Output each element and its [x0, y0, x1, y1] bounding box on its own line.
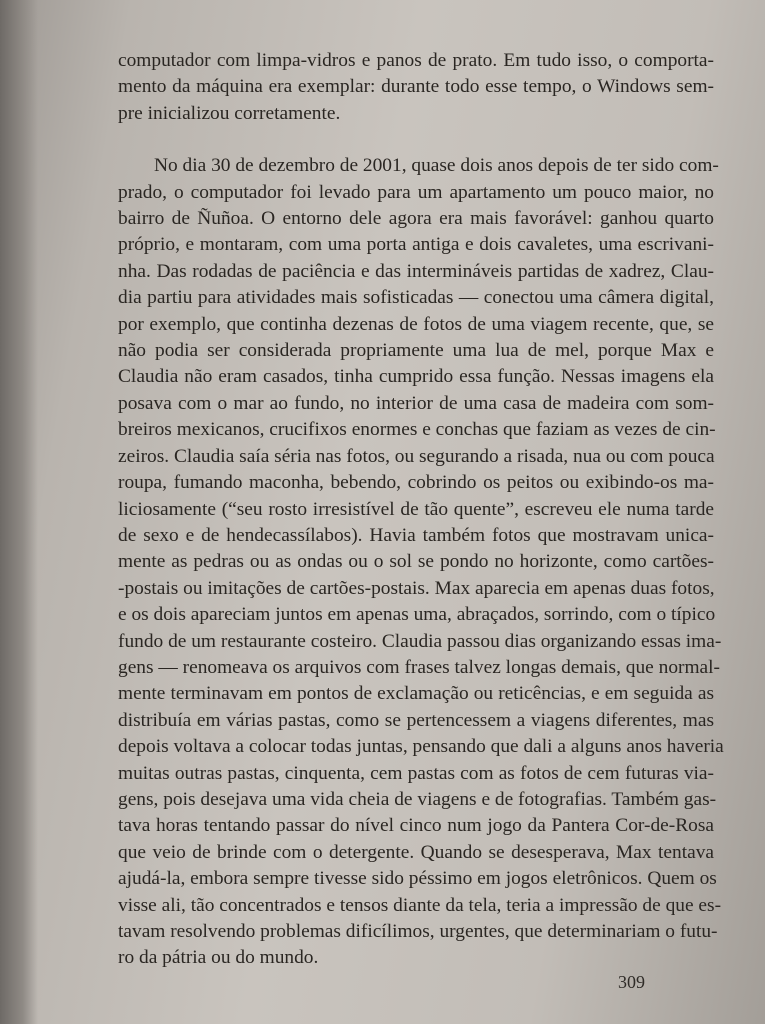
text-line: por exemplo, que continha dezenas de fotos de uma viagem recente, que, se: [118, 313, 714, 335]
text-line: fundo de um restaurante costeiro. Claudia passou dias organizando essas ima-: [118, 630, 722, 652]
text-line: pre inicializou corretamente.: [118, 102, 341, 124]
text-line: tava horas tentando passar do nível cinco num jogo da Pantera Cor-de-Rosa: [118, 815, 714, 837]
text-line-indented: No dia 30 de dezembro de 2001, quase dois anos depois de ter sido com-: [154, 155, 719, 177]
text-line: nha. Das rodadas de paciência e das intermináveis partidas de xadrez, Clau-: [118, 260, 714, 282]
text-line: visse ali, tão concentrados e tensos diante da tela, teria a impressão de que es-: [118, 894, 722, 916]
text-line: Claudia não eram casados, tinha cumprido essa função. Nessas imagens ela: [118, 366, 714, 388]
text-line: gens — renomeava os arquivos com frases talvez longas demais, que normal-: [118, 656, 720, 678]
text-line: bairro de Ñuñoa. O entorno dele agora era mais favorável: ganhou quarto: [118, 208, 714, 230]
page-gutter-shadow: [0, 0, 38, 1024]
text-line: -postais ou imitações de cartões-postais. Max aparecia em apenas duas fotos,: [118, 577, 715, 599]
paragraph-1: [118, 48, 714, 127]
text-line: dia partiu para atividades mais sofisticadas — conectou uma câmera digital,: [118, 287, 714, 309]
text-line: distribuía em várias pastas, como se pertencessem a viagens diferentes, mas: [118, 709, 714, 731]
text-line: prado, o computador foi levado para um apartamento um pouco maior, no: [118, 181, 714, 203]
text-line: mente terminavam em pontos de exclamação ou reticências, e em seguida as: [118, 683, 714, 705]
text-line: mento da máquina era exemplar: durante todo esse tempo, o Windows sem-: [118, 76, 714, 98]
text-line: de sexo e de hendecassílabos). Havia também fotos que mostravam unica-: [118, 524, 714, 546]
text-line: computador com limpa-vidros e panos de prato. Em tudo isso, o comporta-: [118, 50, 714, 71]
text-line: mente as pedras ou as ondas ou o sol se pondo no horizonte, como cartões-: [118, 551, 714, 573]
text-line: próprio, e montaram, com uma porta antiga e dois cavaletes, uma escrivani-: [118, 234, 714, 256]
page-number: 309: [618, 972, 645, 992]
text-line: liciosamente (“seu rosto irresistível de tão quente”, escreveu ele numa tarde: [118, 498, 714, 520]
text-line: e os dois apareciam juntos em apenas uma, abraçados, sorrindo, com o típico: [118, 604, 716, 626]
text-line: depois voltava a colocar todas juntas, pensando que dali a alguns anos haveria: [118, 736, 724, 758]
text-line: que veio de brinde com o detergente. Quando se desesperava, Max tentava: [118, 841, 714, 863]
text-line: zeiros. Claudia saía séria nas fotos, ou segurando a risada, nua ou com pouca: [118, 445, 715, 467]
text-line: não podia ser considerada propriamente uma lua de mel, porque Max e: [118, 340, 714, 362]
text-line: breiros mexicanos, crucifixos enormes e conchas que faziam as vezes de cin-: [118, 419, 716, 441]
text-line: tavam resolvendo problemas dificílimos, urgentes, que determinariam o futu-: [118, 921, 718, 942]
text-line: roupa, fumando maconha, bebendo, cobrindo os peitos ou exibindo-os ma-: [118, 472, 714, 494]
text-line: gens, pois desejava uma vida cheia de viagens e de fotografias. Também gas-: [118, 788, 717, 810]
text-line: ajudá-la, embora sempre tivesse sido péssimo em jogos eletrônicos. Quem os: [118, 868, 717, 890]
text-line: ro da pátria ou do mundo.: [118, 947, 319, 969]
paragraph-2: [118, 153, 724, 972]
text-line: posava com o mar ao fundo, no interior de uma casa de madeira com som-: [118, 392, 714, 414]
paragraph-gap: [118, 127, 714, 153]
body-text: [118, 48, 724, 972]
text-line: muitas outras pastas, cinquenta, cem pastas com as fotos de cem futuras via-: [118, 762, 714, 784]
